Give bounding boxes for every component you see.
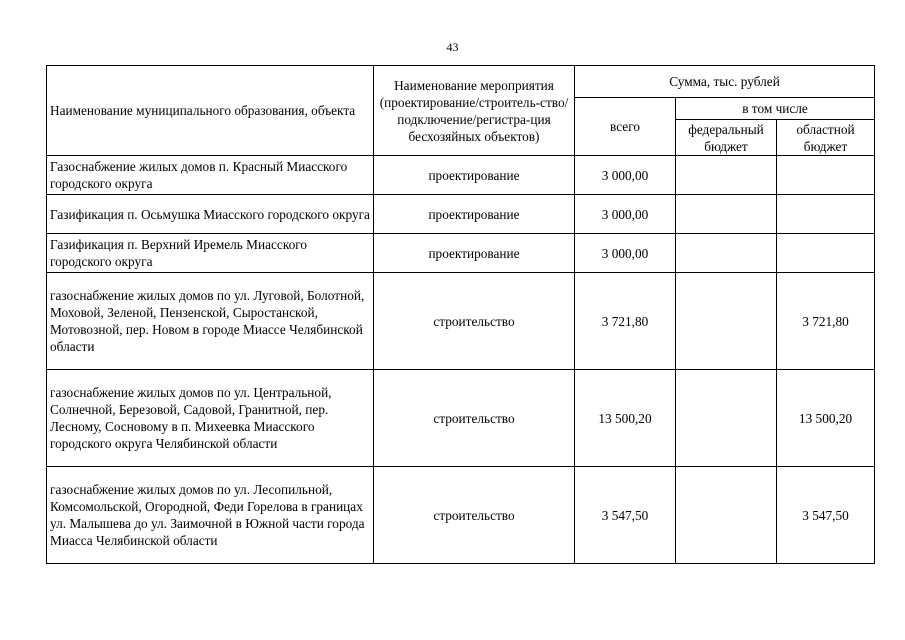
table-row [47,273,875,370]
row-total: 3 721,80 [575,273,676,370]
row-activity: проектирование [374,195,575,234]
row-federal [676,195,777,234]
header-activity: Наименование мероприятия (проектирование/строитель-ство/подключение/регистра-ция бесхозяйных объектов) [374,66,575,156]
header-regional: областной бюджет [777,120,875,156]
row-total: 3 000,00 [575,156,676,195]
row-object: газоснабжение жилых домов по ул. Луговой, Болотной, Моховой, Зеленой, Пензенской, Сыростанской, Мотовозной, пер. Новом в городе Миассе Челябинской области [47,273,374,370]
row-object: газоснабжение жилых домов по ул. Центральной, Солнечной, Березовой, Садовой, Гранитной, пер. Лесному, Сосновому в п. Михеевка Миасского городского округа Челябинской области [47,370,374,467]
row-object: газоснабжение жилых домов по ул. Лесопильной, Комсомольской, Огородной, Феди Горелова в границах ул. Малышева до ул. Заимочной в Южной части города Миасса Челябинской области [47,467,374,564]
table-row [47,156,875,195]
row-activity: строительство [374,467,575,564]
row-activity: строительство [374,273,575,370]
row-total: 13 500,20 [575,370,676,467]
row-federal [676,370,777,467]
row-federal [676,156,777,195]
row-total: 3 000,00 [575,234,676,273]
row-object: Газификация п. Осьмушка Миасского городского округа [47,195,374,234]
row-object: Газоснабжение жилых домов п. Красный Миасского городского округа [47,156,374,195]
table-row [47,467,875,564]
row-regional: 13 500,20 [777,370,875,467]
row-activity: проектирование [374,156,575,195]
header-total: всего [575,98,676,156]
row-object: Газификация п. Верхний Иремель Миасского городского округа [47,234,374,273]
header-row-1 [47,66,875,98]
budget-table [46,65,875,564]
table-row [47,370,875,467]
header-including: в том числе [676,98,875,120]
row-federal [676,234,777,273]
table-row [47,195,875,234]
header-federal: федеральный бюджет [676,120,777,156]
row-regional: 3 721,80 [777,273,875,370]
page-number: 43 [446,40,459,54]
row-total: 3 000,00 [575,195,676,234]
row-regional [777,195,875,234]
row-regional: 3 547,50 [777,467,875,564]
row-federal [676,467,777,564]
row-regional [777,156,875,195]
header-sum: Сумма, тыс. рублей [575,66,875,98]
table-row [47,234,875,273]
row-regional [777,234,875,273]
row-activity: проектирование [374,234,575,273]
row-federal [676,273,777,370]
header-object: Наименование муниципального образования, объекта [47,66,374,156]
row-activity: строительство [374,370,575,467]
row-total: 3 547,50 [575,467,676,564]
